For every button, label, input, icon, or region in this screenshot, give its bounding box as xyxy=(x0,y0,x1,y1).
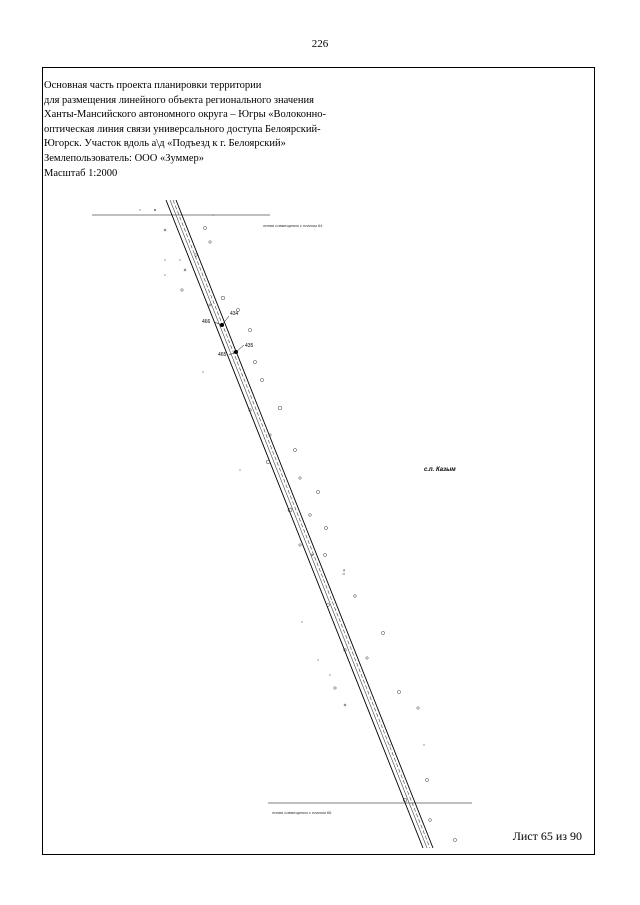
title-line-2: для размещения линейного объекта регионального значения xyxy=(44,94,314,106)
planning-map xyxy=(43,68,594,854)
title-line-5: Югорск. Участок вдоль а\д «Подъезд к г. Белоярский» xyxy=(44,138,286,150)
bottom-match-line-label: линия совмещения с планом 66 xyxy=(272,810,332,815)
point-label-465: 465 xyxy=(218,352,227,358)
title-line-1: Основная часть проекта планировки территории xyxy=(44,80,262,91)
title-line-4: оптическая линия связи универсального доступа Белоярский- xyxy=(44,123,321,135)
page-number: 226 xyxy=(311,38,329,50)
terrain-dots xyxy=(139,209,424,745)
vertex-434-466 xyxy=(214,316,229,327)
scale-line: Масштаб 1:2000 xyxy=(44,167,118,179)
point-label-434: 434 xyxy=(230,311,239,317)
title-line-3: Ханты-Мансийского автономного округа – Югры «Волоконно- xyxy=(44,109,326,121)
land-user-line: Землепользователь: ООО «Зуммер» xyxy=(44,152,205,164)
top-match-line-label: линия совмещения с планом 64 xyxy=(263,223,323,228)
point-label-466: 466 xyxy=(202,319,211,325)
side-mark: 0 ж xyxy=(341,568,346,575)
point-label-435: 435 xyxy=(245,343,254,349)
corridor-lines xyxy=(166,200,433,848)
sheet-number: Лист 65 из 90 xyxy=(512,829,582,843)
settlement-label: с.п. Казым xyxy=(424,467,456,473)
